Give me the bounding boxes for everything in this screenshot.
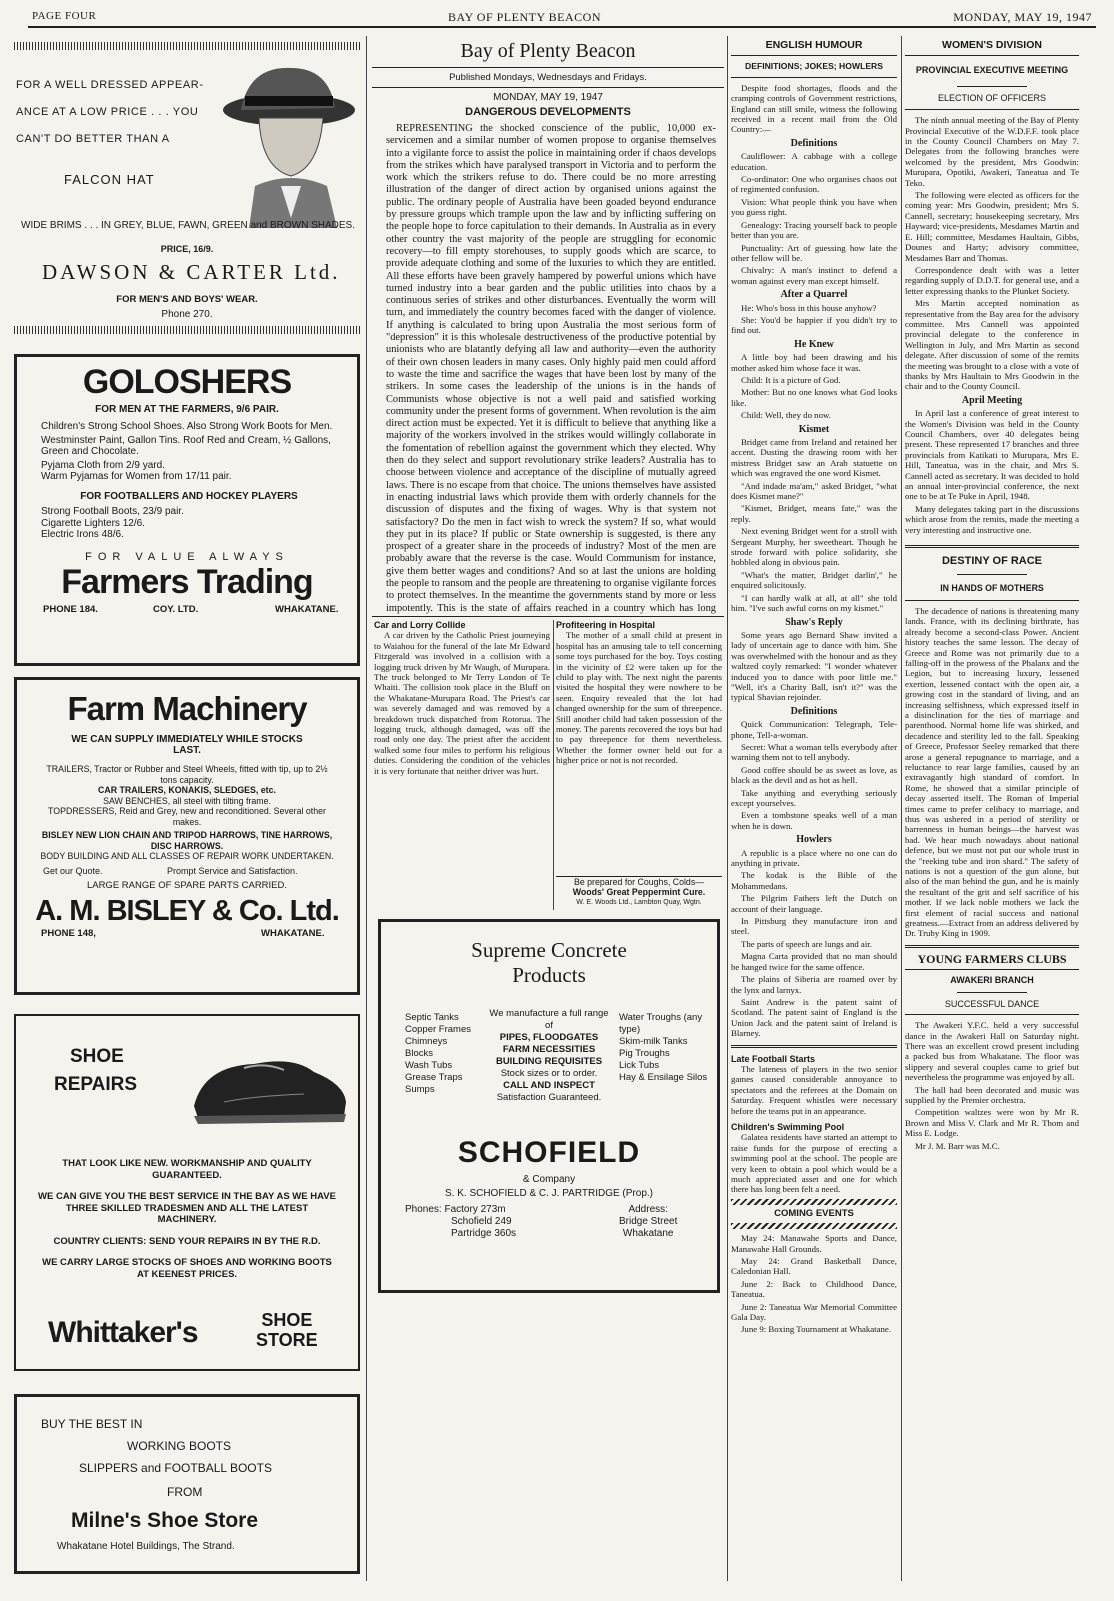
goloshers-ad xyxy=(14,354,360,666)
rule xyxy=(905,109,1079,110)
phone-line: Phones: Factory 273m xyxy=(405,1204,506,1215)
definition: Take anything and everything seriously except yourselves. xyxy=(731,787,897,808)
address-line: Whakatane xyxy=(622,1228,674,1239)
address-label: Address: xyxy=(628,1204,668,1215)
car-lorry-article xyxy=(374,620,550,910)
product-name: FALCON HAT xyxy=(64,172,155,187)
rule xyxy=(731,1045,897,1048)
rule xyxy=(905,545,1079,548)
section-heading: Definitions xyxy=(790,705,838,717)
ad-line: TRAILERS, Tractor or Rubber and Steel Wheels, fitted with tip, up to 2½ tons capacity. xyxy=(46,764,328,785)
article-body: The mother of a small child at present in hospital has an amusing tale to tell concerning some toys purchased for the boy. Toys costing in the vicinity of £2 were taken up for the child to play with. The next night the parents visited the hospital they were nowhere to be seen. Enquiry revealed that the lot had changed ownership for the sum of threepence. Still another child had taken possession of the money. The parents recovered the toys but had to pay threepence for them nevertheless. Whether the former owner held out for a higher price or not is not recorded. xyxy=(556,630,722,766)
section-heading: He Knew xyxy=(794,338,834,350)
article-paragraph: The decadence of nations is threatening many lands. France, with its declining birthrate, has already become a second-class Power. Ancient history teaches the same lesson. The decay of Greece and Rome was not primarily due to a falling-off in the prowess of the Phalanx and the Legion, but to increasing luxury, lessened exertion, lessened contact with the open air, a growing cost in the standard of living, and an increasing selfishness, which expressed itself in a disinclination for the ties of marriage and parenthood. Normal home life was shirked, and decadence and sterility led to the fall. Speaking of Greece, Professor Seeley remarked that there arose a general repugnance to marriage, and a reluctance to rear large families, caused by an extravagantly high standard of comfort. In Rome, he showed that a similar principle of decay asserted itself. The Roman of Imperial times came to prefer celibacy to marriage, and thus was ushered in a period of sterility or barrenness in human beings—the harvest was bad. We hear much nowadays about national defence, but we must not put our whole trust in the "reeking tube and iron shard." The safety of nations is not a question of the gun alone, but also of the man behind the gun, and he is mainly the resultant of the grit and self sacrifice of his mother. If we lack noble mothers we lack the first element of racial success and national greatness.—Extract from an address delivered by Dr. Truby King in 1909. xyxy=(905,605,1079,939)
product-item: Hay & Ensilage Silos xyxy=(619,1072,708,1083)
ad-line: LARGE RANGE OF SPARE PARTS CARRIED. xyxy=(86,879,288,891)
store-phone: PHONE 148, xyxy=(41,927,96,939)
article-body: Galatea residents have started an attempt to raise funds for the purpose of erecting a swimming pool at the school. The people are very keen to obtain a pool which would be a much appreciated asset and one for which there has long been felt a need. xyxy=(731,1132,897,1195)
rule xyxy=(905,945,1079,948)
company-suffix: & Company xyxy=(522,1174,576,1185)
section-heading: Shaw's Reply xyxy=(785,616,843,628)
definition: Cauliflower: A cabbage with a college education. xyxy=(731,151,897,172)
howler: Magna Carta provided that no man should be hanged twice for the same offence. xyxy=(731,951,897,972)
rule xyxy=(372,67,724,68)
article-body: A car driven by the Catholic Priest journeying to Waiahou for the funeral of the late Mr Edward Fitzgerald was involved in a collision with a logging truck driven by Mr Waugh, of Murupara. The truck belonged to Mr Terry London of Te Whaiti. The collision took place in the Bluff on the Whakatane-Murupara Road. The Priest's car was severely damaged and was removed by a breakdown truck dispatched from Rotorua. The logging truck, although damaged, was off the road only one day. The priest after the accident walked some four miles to perform his religious duties. Considering the condition of the vehicles it is very fortunate that neither driver was hurt. xyxy=(374,630,550,776)
product-list-right xyxy=(619,1012,717,1084)
section-heading: Howlers xyxy=(796,834,832,846)
article-heading: Profiteering in Hospital xyxy=(556,620,656,630)
editorial-column xyxy=(372,34,724,614)
ad-line: FOR A WELL DRESSED APPEAR- xyxy=(16,79,204,91)
ad-line: Pyjama Cloth from 2/9 yard. xyxy=(41,459,165,471)
product-item: Septic Tanks xyxy=(405,1012,459,1023)
product-item: Chimneys xyxy=(405,1036,448,1047)
company-name: SCHOFIELD xyxy=(457,1136,641,1169)
phone-line: Schofield 249 xyxy=(451,1216,512,1227)
ad-line: FARM NECESSITIES xyxy=(502,1044,596,1055)
product-item: Blocks xyxy=(405,1048,433,1059)
product-item: Skim-milk Tanks xyxy=(619,1036,688,1047)
article-subheading: ELECTION OF OFFICERS xyxy=(937,92,1046,103)
ad-line: Warm Pyjamas for Women from 17/11 pair. xyxy=(41,471,232,482)
definition: Even a tombstone speaks well of a man when he is down. xyxy=(731,810,897,831)
rule xyxy=(372,87,724,88)
page-header xyxy=(28,6,1096,28)
ad-line: CAN'T DO BETTER THAN A xyxy=(16,133,170,145)
rule xyxy=(957,574,1027,575)
ad-line: Strong Football Boots, 23/9 pair. xyxy=(41,506,184,517)
ad-line: FROM xyxy=(167,1485,203,1499)
joke-line: "What's the matter, Bridget darlin'," he enquired solicitously. xyxy=(731,569,897,591)
ad-title: REPAIRS xyxy=(54,1074,138,1095)
ad-title: SHOE xyxy=(70,1046,124,1067)
article-heading: Children's Swimming Pool xyxy=(731,1121,845,1132)
store-name: A. M. BISLEY & Co. Ltd. xyxy=(35,894,339,927)
article-paragraph: In April last a conference of great interest to the Women's Division was held in the County Council Chambers, over 40 delegates being present. These represented 17 branches and three provincials from Katikati to Murupara, Mrs E. Hill, Taneatua, was in the chair, and Mrs S. Cannell acted as secretary. It was decided to hold an annual inter-provincial conference, the next one to be at Te Puke in April, 1948. xyxy=(905,408,1079,502)
product-item: Lick Tubs xyxy=(619,1060,660,1071)
article-subheading: IN HANDS OF MOTHERS xyxy=(940,583,1044,594)
ad-line: Be prepared for Coughs, Colds— xyxy=(573,877,705,887)
ad-line: Woods' Great Peppermint Cure. xyxy=(572,887,706,898)
milnes-shoe-store-ad xyxy=(14,1394,360,1574)
ad-title: GOLOSHERS xyxy=(82,363,292,401)
definition: Genealogy: Tracing yourself back to people better than you are. xyxy=(731,219,897,241)
ad-line: BUILDING REQUISITES xyxy=(495,1056,603,1067)
article-paragraph: The ninth annual meeting of the Bay of Plenty Provincial Executive of the W.D.F.F. took place in the County Council Chambers on May 7. Delegates from the following branches were welcomed by the president, Mrs Goodwin: Murupara, Opotiki, Awakeri, Taneatua and Te Teko. xyxy=(905,115,1079,188)
shoe-icon xyxy=(184,1036,354,1136)
english-humour-article xyxy=(731,40,897,1470)
rule xyxy=(905,600,1079,601)
ad-line: WE CAN GIVE YOU THE BEST SERVICE IN THE BAY AS WE HAVE THREE SKILLED TRADESMEN AND ALL THE LATEST MACHINERY. xyxy=(38,1191,336,1225)
article-paragraph: Correspondence dealt with was a letter regarding supply of D.D.T. for general use, and a letter expressing thanks to the Plunket Society. xyxy=(905,264,1079,296)
howler: The Pilgrim Fathers left the Dutch on account of their language. xyxy=(731,893,897,914)
ad-line: CAR TRAILERS, KONAKIS, SLEDGES, etc. xyxy=(98,785,276,795)
store-town: WHAKATANE. xyxy=(275,603,339,615)
joke-line: "And indade ma'am," asked Bridget, "what does Kismet mane?" xyxy=(731,480,897,502)
address xyxy=(619,1204,677,1240)
store-name-part: STORE xyxy=(256,1330,318,1350)
store-coy: COY. LTD. xyxy=(153,603,199,615)
ad-line: W. E. Woods Ltd., Lambton Quay, Wgtn. xyxy=(576,898,702,906)
column-rule xyxy=(366,36,367,1581)
ad-subtitle: FOR MEN AT THE FARMERS, 9/6 PAIR. xyxy=(95,404,279,415)
phone-line: Partridge 360s xyxy=(451,1228,517,1239)
event-item: May 24: Manawahe Sports and Dance, Manawahe Hall Grounds. xyxy=(731,1233,897,1254)
joke-line: She: You'd be happier if you didn't try to find out. xyxy=(731,314,897,336)
rule xyxy=(957,86,1027,87)
store-name: Whittaker's xyxy=(48,1316,198,1349)
section-heading: After a Quarrel xyxy=(780,289,848,301)
running-title: BAY OF PLENTY BEACON xyxy=(448,10,602,24)
hatch-divider xyxy=(14,42,360,50)
product-list-middle xyxy=(485,1008,613,1104)
joke-line: "Kismet, Bridget, means fate," was the reply. xyxy=(731,503,897,524)
ad-line: TOPDRESSERS, Reid and Grey, new and reconditioned. Several other makes. xyxy=(48,806,326,827)
ad-line: BUY THE BEST IN xyxy=(41,1417,143,1431)
article-paragraph: The hall had been decorated and music was supplied by the Premier orchestra. xyxy=(905,1084,1079,1105)
column-rule xyxy=(553,620,554,910)
profiteering-article xyxy=(556,620,722,875)
rule xyxy=(905,1014,1079,1015)
running-date: MONDAY, MAY 19, 1947 xyxy=(953,10,1092,24)
rule xyxy=(905,55,1079,56)
product-item: Copper Frames xyxy=(405,1024,471,1035)
editorial-paragraph: REPRESENTING the shocked conscience of the public, 10,000 ex-servicemen and a similar number of women propose to organise themselves into a vigilante force to assist the police in maintaining order if chaos develops from the strikes which have paralysed transport in Victoria and to perform the work which the strikers refuse to do. There could be no more arresting illustration of the danger of direct action by organised unions against the public. The ordinary people of Australia have been goaded beyond endurance by pressure groups which trample upon the law and by inflicting suffering on the people hope to force capitulation to their demands. In Australia as in every other country the vast majority of the people are struggling for economic recovery—to fill empty storehouses, to supply goods which are scarce, to provide adequate clothing and some of the luxuries to which they are entitled. All these efforts have been gravely hampered by powerful unions which have turned industry into a bear garden and the public utilities into chaos by a continuous series of strikes and other disturbances. Eventually the worm will turn, and immediately the country becomes faced with the danger of violence. If anything is calculated to bring upon Australia the most serious form of "depression" it is this wholesale destructiveness of the productive potential by unionists who are blatantly defying all law and authority—even the authority of their own chosen leaders in many cases. Only highly paid men could afford to waste the time and sacrifice the wages that have been lost by many of the strikers. In some cases the leadership of the unions is in the hands of Communists whose objective is not a well paid and satisfied working community under the present forms of government. When revolution is the aim direct action must be expected. Yet it is difficult to believe that anything like a majority of the workers involved in the strikes would willingly collaborate in the fomentation of rebellion against the government which they elected. Why then do they select and support revolutionary strike leaders? Australia has to choose between violence and acceptance of the discipline of mutually agreed laws. There is no escape from that choice. The unions themselves have assisted in enacting industrial laws which provide them with orderly channels for the discussion of disputes and the fixing of wages. Why is that system not satisfactory? Do the men in fact wish to wreck the system? If so, what would they put in its place? If public or State ownership is suggested, is there any prospect of a greater share in the proceeds of industry? Most of the men are probably aware that the reverse is the case. Would Communism for instance, give them better wages and conditions? And so at last the unions are holding the people to ransom and the people are threatening to organise vigilante forces to protect themselves. In the meantime the governments stand by more or less impotently. This is the state of affairs reached in a country which has long xyxy=(386,123,716,614)
rule xyxy=(372,616,724,617)
editorial-date: MONDAY, MAY 19, 1947 xyxy=(493,92,603,103)
definition: Vision: What people think you have when you guess right. xyxy=(731,196,897,218)
joke-line: A little boy had been drawing and his mother asked him whose face it was. xyxy=(731,352,897,373)
publication-schedule: Published Mondays, Wednesdays and Fridays. xyxy=(449,72,647,83)
store-town: WHAKATANE. xyxy=(261,927,325,939)
ad-line: We manufacture a full range of xyxy=(489,1008,609,1031)
ad-line: Electric Irons 48/6. xyxy=(41,529,124,540)
article-heading: DESTINY OF RACE xyxy=(941,555,1043,568)
joke-line: "I can hardly walk at all, at all" she told him. "I've such awful corns on my kismet." xyxy=(731,592,897,614)
ad-subtitle: WE CAN SUPPLY IMMEDIATELY WHILE STOCKS LAST. xyxy=(71,734,303,756)
product-item: Water Troughs (any type) xyxy=(619,1012,703,1035)
event-item: May 24: Grand Basketball Dance, Caledonian Hall. xyxy=(731,1256,897,1277)
ad-line: Satisfaction Guaranteed. xyxy=(496,1092,602,1103)
article-paragraph: The Awakeri Y.F.C. held a very successful dance in the Awakeri Hall on Saturday night. There was an excellent crowd present including a packed bus from Whakatane. The floor was slippery and several couples came to grief but nevertheless the programme was enjoyed by all. xyxy=(905,1020,1079,1083)
howler: A republic is a place where no one can do anything in private. xyxy=(731,847,897,869)
howler: The plains of Siberia are roamed over by the lynx and larnyx. xyxy=(731,974,897,995)
article-heading: YOUNG FARMERS CLUBS xyxy=(917,951,1067,966)
product-item: Grease Traps xyxy=(405,1072,463,1083)
page-number: PAGE FOUR xyxy=(32,10,97,22)
definition: Co-ordinator: One who organises chaos out of regimented confusion. xyxy=(731,174,897,195)
rule xyxy=(731,77,897,78)
joke-line: He: Who's boss in this house anyhow? xyxy=(741,302,877,313)
ad-title: Products xyxy=(512,963,586,987)
ad-line: SLIPPERS and FOOTBALL BOOTS xyxy=(79,1461,272,1475)
article-subheading: DEFINITIONS; JOKES; HOWLERS xyxy=(745,61,883,72)
slogan: FOR VALUE ALWAYS xyxy=(85,550,289,563)
ad-title: Farm Machinery xyxy=(67,690,307,727)
man-in-hat-illustration xyxy=(219,58,359,228)
ad-line: PIPES, FLOODGATES xyxy=(499,1032,599,1043)
ad-line: CALL AND INSPECT xyxy=(503,1080,595,1091)
article-heading: ENGLISH HUMOUR xyxy=(765,40,863,51)
definition: Good coffee should be as sweet as love, as black as the devil and as hot as hell. xyxy=(731,764,897,786)
ad-line: COUNTRY CLIENTS: SEND YOUR REPAIRS IN BY THE R.D. xyxy=(53,1235,321,1247)
rule xyxy=(957,992,1027,993)
joke-line: Bridget came from Ireland and retained her accent. Dusting the drawing room with her mistress Bridget saw an Arab statuette on which was engraved the one word Kismet. xyxy=(731,437,897,479)
ad-line: WE CARRY LARGE STOCKS OF SHOES AND WORKING BOOTS AT KEENEST PRICES. xyxy=(42,1257,332,1280)
ad-line: Cigarette Lighters 12/6. xyxy=(41,517,145,529)
event-item: June 9: Boxing Tournament at Whakatane. xyxy=(741,1324,892,1335)
product-item: Wash Tubs xyxy=(405,1060,453,1071)
definition: Quick Communication: Telegraph, Tele-phone, Tell-a-woman. xyxy=(731,719,897,740)
article-paragraph: Despite food shortages, floods and the cramping controls of Government restrictions, England can still smile, witness the following received in a recent mail from the Old Country:— xyxy=(731,82,897,135)
store-name: Milne's Shoe Store xyxy=(71,1509,259,1532)
article-paragraph: Mr J. M. Barr was M.C. xyxy=(915,1140,1000,1151)
ad-line: Westminster Paint, Gallon Tins. Roof Red and Cream, ½ Gallons, Green and Chocolate. xyxy=(41,434,331,457)
phones xyxy=(405,1204,516,1240)
ad-line: Stock sizes or to order. xyxy=(500,1068,598,1079)
store-phone: PHONE 184. xyxy=(43,603,98,615)
joke-line: Some years ago Bernard Shaw invited a lady of uncertain age to dance with him. She was overwhelmed with the honour and as they waltzed coyly remarked: "I wonder whatever induced you to dance with poor little me." "Well, it's a Charity Ball, isn't it?" was the typical Shavian rejoinder. xyxy=(731,629,897,703)
joke-line: Next evening Bridget went for a stroll with Sergeant Murphy, her sweetheart. Though he strode forward with police solidarity, she hobbled along in obvious pain. xyxy=(731,526,897,568)
ad-title: Supreme Concrete xyxy=(471,938,627,962)
rule xyxy=(731,55,897,56)
store-name: Farmers Trading xyxy=(61,562,313,601)
store-tagline: FOR MEN'S AND BOYS' WEAR. xyxy=(116,294,258,305)
product-list-left xyxy=(405,1012,471,1096)
article-subheading: SUCCESSFUL DANCE xyxy=(944,998,1040,1009)
masthead-title: Bay of Plenty Beacon xyxy=(460,40,636,62)
store-address: Whakatane Hotel Buildings, The Strand. xyxy=(57,1541,235,1552)
falcon-hat-ad xyxy=(14,42,360,337)
article-paragraph: Competition waltzes were won by Mr R. Brown and Miss V. Clark and Mr R. Thom and Miss E. Lodge. xyxy=(905,1107,1079,1139)
ad-line: BISLEY NEW LION CHAIN AND TRIPOD HARROWS, TINE HARROWS, DISC HARROWS. xyxy=(41,830,333,851)
supreme-concrete-ad xyxy=(378,919,720,1293)
column-rule xyxy=(901,36,902,1581)
article-heading: Car and Lorry Collide xyxy=(374,620,466,630)
section-heading: Kismet xyxy=(798,423,830,435)
article-subheading: AWAKERI BRANCH xyxy=(950,975,1034,986)
ad-line: Get our Quote. xyxy=(43,865,103,876)
wave-divider xyxy=(731,1199,897,1205)
definition: Chivalry: A man's instinct to defend a woman against every man except himself. xyxy=(731,265,897,286)
ad-line: Prompt Service and Satisfaction. xyxy=(167,865,298,876)
ad-line: Children's Strong School Shoes. Also Strong Work Boots for Men. xyxy=(41,421,333,432)
right-column xyxy=(905,40,1079,1480)
howler: Saint Andrew is the patent saint of Scotland. The patent saint of England is the Union Jack and the patent saint of Ireland is Blarney. xyxy=(731,996,897,1039)
article-paragraph: Mrs Martin accepted nomination as representative from the Bay area for the advisory committee. Mrs Cannell was appointed provincial delegate to the conference in Wellington in July, and Mrs Martin as second delegate. After discussion of some of the remits the meeting was brought to a close with a vote of thanks by Mrs Haultain to Mrs Goodwin in the chair and to the County Council. xyxy=(905,298,1079,392)
article-paragraph: Many delegates taking part in the discussions which arose from the remits, made the meeting a very interesting and instructive one. xyxy=(905,503,1079,535)
events-heading: COMING EVENTS xyxy=(774,1207,854,1219)
ad-line: ANCE AT A LOW PRICE . . . YOU xyxy=(16,106,199,118)
section-heading: April Meeting xyxy=(961,394,1023,406)
wave-divider xyxy=(731,1223,897,1229)
article-subheading: PROVINCIAL EXECUTIVE MEETING xyxy=(915,65,1069,76)
product-item: Pig Troughs xyxy=(619,1048,670,1059)
rule xyxy=(905,969,1079,970)
store-phone: Phone 270. xyxy=(161,309,213,320)
store-name-part: SHOE xyxy=(261,1310,313,1330)
editorial-headline: DANGEROUS DEVELOPMENTS xyxy=(465,106,631,118)
howler: In Pittsburg they manufacture iron and steel. xyxy=(731,916,897,937)
ad-line: WORKING BOOTS xyxy=(127,1439,232,1453)
product-item: Sumps xyxy=(405,1084,435,1095)
ad-line: THAT LOOK LIKE NEW. WORKMANSHIP AND QUALITY GUARANTEED. xyxy=(62,1158,312,1181)
ad-details: WIDE BRIMS . . . IN GREY, BLUE, FAWN, GREEN and BROWN SHADES. xyxy=(21,220,355,231)
joke-line: Child: Well, they do now. xyxy=(741,410,831,421)
article-body: The lateness of players in the two senior games caused considerable annoyance to spectators and the referees at the Domain on Saturday. Frequent whistles were necessary before the teams put in an appearance. xyxy=(731,1063,897,1116)
joke-line: Mother: But no one knows what God looks like. xyxy=(731,387,897,408)
howler: The parts of speech are lungs and air. xyxy=(741,938,872,949)
section-heading: Definitions xyxy=(790,137,838,149)
address-line: Bridge Street xyxy=(619,1216,678,1227)
article-paragraph: The following were elected as officers for the coming year: Mrs Goodwin, president; Mrs S. Cannell, secretary; housekeeping secretary, Mrs Hayward; vice-presidents, Mesdames Martin and E. Hill; committee, Mesdames Haultain, Gibbs, Dounes and Harty; advisory committee, Mesdames Barr and Thomas. xyxy=(905,190,1079,263)
howler: The kodak is the Bible of the Mohammedans. xyxy=(731,870,897,891)
price: PRICE, 16/9. xyxy=(160,244,214,254)
column-rule xyxy=(727,36,728,1581)
definition: Secret: What a woman tells everybody after warning them not to tell anybody. xyxy=(731,741,897,763)
shoe-repairs-ad xyxy=(14,1014,360,1371)
ad-subtitle: FOR FOOTBALLERS AND HOCKEY PLAYERS xyxy=(80,490,298,502)
joke-line: Child: It is a picture of God. xyxy=(741,374,841,385)
ad-line: SAW BENCHES, all steel with tilting frame. xyxy=(103,795,271,806)
hatch-divider xyxy=(14,326,360,334)
store-name: DAWSON & CARTER Ltd. xyxy=(42,260,341,284)
event-item: June 2: Back to Childhood Dance, Taneatua. xyxy=(731,1278,897,1300)
ad-line: BODY BUILDING AND ALL CLASSES OF REPAIR WORK UNDERTAKEN. xyxy=(40,851,334,861)
article-heading: WOMEN'S DIVISION xyxy=(942,40,1042,51)
peppermint-ad xyxy=(556,876,722,911)
farm-machinery-ad xyxy=(14,677,360,995)
definition: Punctuality: Art of guessing how late the other fellow will be. xyxy=(731,242,897,263)
article-heading: Late Football Starts xyxy=(731,1053,816,1064)
event-item: June 2: Taneatua War Memorial Committee Gala Day. xyxy=(731,1301,897,1323)
proprietors: S. K. SCHOFIELD & C. J. PARTRIDGE (Prop.) xyxy=(444,1188,653,1199)
